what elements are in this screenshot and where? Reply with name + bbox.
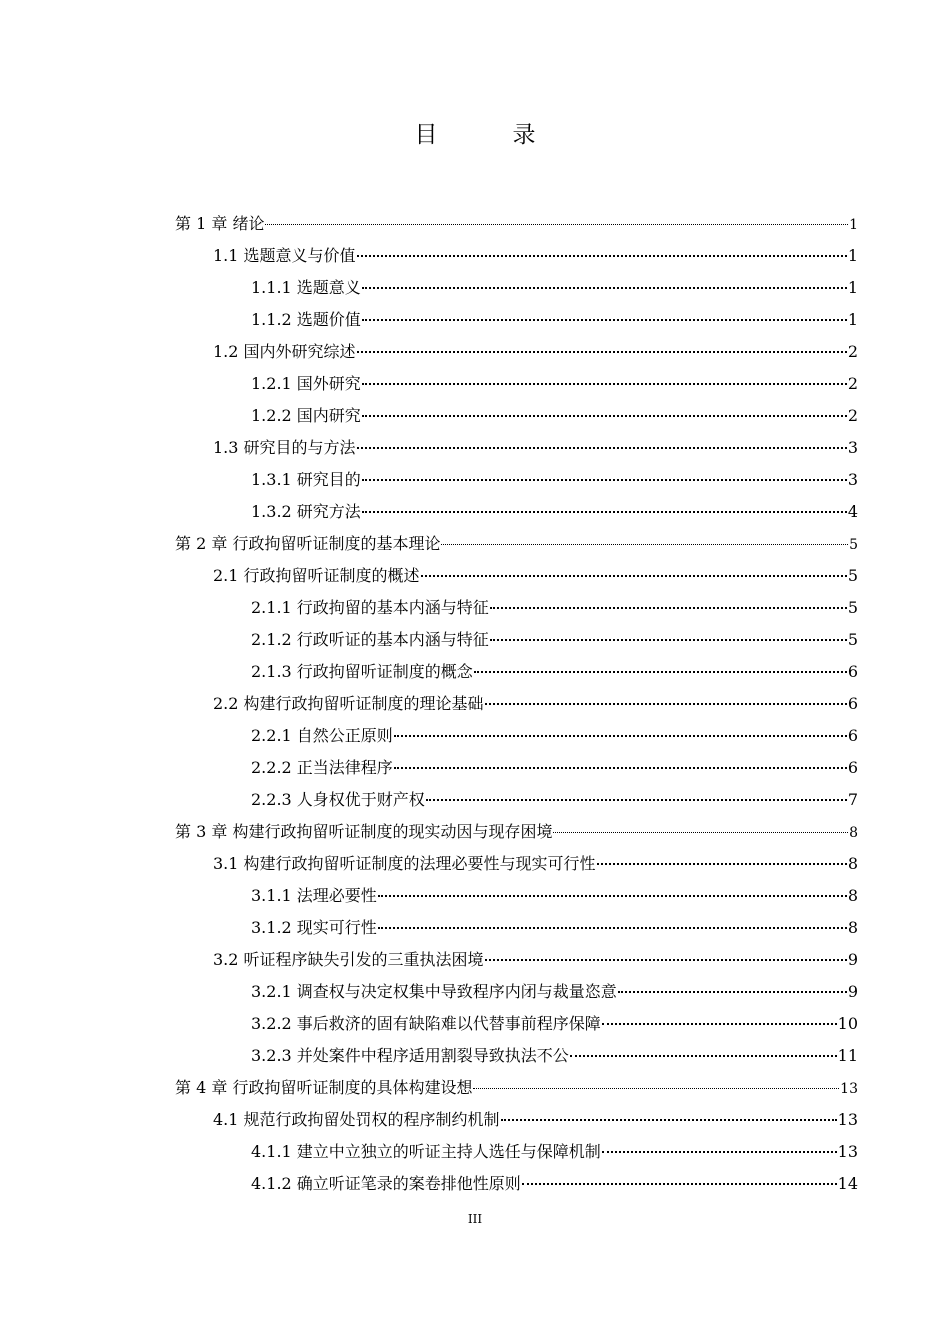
toc-leader-dots	[265, 224, 848, 225]
toc-entry-page: 8	[849, 825, 858, 841]
toc-leader-dots	[501, 1119, 837, 1121]
toc-entry-page: 6	[847, 726, 858, 745]
toc-entry[interactable]	[251, 784, 858, 816]
toc-entry-label: 2.1 行政拘留听证制度的概述	[213, 566, 420, 585]
toc-entry[interactable]	[251, 368, 858, 400]
toc-entry-page: 5	[847, 566, 858, 585]
toc-entry-label: 第 3 章 构建行政拘留听证制度的现实动因与现存困境	[175, 822, 553, 841]
toc-entry-label: 4.1.2 确立听证笔录的案卷排他性原则	[251, 1174, 521, 1193]
toc-entry-page: 13	[840, 1081, 858, 1097]
toc-entry-page: 9	[847, 982, 858, 1001]
toc-leader-dots	[485, 959, 847, 961]
toc-entry[interactable]	[251, 304, 858, 336]
toc-entry[interactable]	[213, 336, 858, 368]
toc-entry[interactable]	[251, 880, 858, 912]
toc-entry-label: 2.2 构建行政拘留听证制度的理论基础	[213, 694, 484, 713]
toc-entry-label: 1.2.2 国内研究	[251, 406, 361, 425]
toc-entry-label: 4.1 规范行政拘留处罚权的程序制约机制	[213, 1110, 500, 1129]
toc-entry-label: 1.3 研究目的与方法	[213, 438, 356, 457]
toc-entry-label: 3.1.1 法理必要性	[251, 886, 377, 905]
toc-leader-dots	[421, 575, 847, 577]
toc-entry[interactable]	[213, 848, 858, 880]
toc-entry[interactable]	[251, 720, 858, 752]
toc-leader-dots	[357, 255, 847, 257]
toc-entry-page: 5	[847, 630, 858, 649]
toc-entry[interactable]	[251, 400, 858, 432]
toc-entry-page: 8	[847, 886, 858, 905]
toc-leader-dots	[362, 319, 847, 321]
toc-entry-page: 2	[847, 374, 858, 393]
toc-entry-page: 11	[837, 1046, 858, 1065]
toc-leader-dots	[553, 832, 848, 833]
toc-entry-page: 6	[847, 662, 858, 681]
toc-entry[interactable]	[251, 1040, 858, 1072]
toc-entry[interactable]	[251, 976, 858, 1008]
toc-entry-page: 8	[847, 854, 858, 873]
toc-entry[interactable]	[175, 528, 858, 560]
toc-entry[interactable]	[251, 656, 858, 688]
toc-entry[interactable]	[251, 272, 858, 304]
toc-entry-label: 2.1.1 行政拘留的基本内涵与特征	[251, 598, 489, 617]
toc-entry-page: 3	[847, 470, 858, 489]
toc-leader-dots	[570, 1055, 837, 1057]
toc-leader-dots	[394, 767, 847, 769]
toc-entry-label: 2.2.3 人身权优于财产权	[251, 790, 425, 809]
toc-entry-label: 3.1 构建行政拘留听证制度的法理必要性与现实可行性	[213, 854, 596, 873]
toc-leader-dots	[426, 799, 847, 801]
toc-leader-dots	[485, 703, 847, 705]
toc-entry-page: 8	[847, 918, 858, 937]
toc-entry-page: 13	[837, 1110, 858, 1129]
toc-entry[interactable]	[251, 1136, 858, 1168]
toc-entry[interactable]	[213, 1104, 858, 1136]
toc-leader-dots	[618, 991, 847, 993]
toc-entry-label: 1.3.1 研究目的	[251, 470, 361, 489]
toc-leader-dots	[357, 447, 847, 449]
toc-leader-dots	[522, 1183, 837, 1185]
toc-leader-dots	[362, 511, 847, 513]
toc-leader-dots	[378, 895, 847, 897]
toc-entry-label: 3.2 听证程序缺失引发的三重执法困境	[213, 950, 484, 969]
toc-entry-label: 第 4 章 行政拘留听证制度的具体构建设想	[175, 1078, 473, 1097]
toc-entry[interactable]	[251, 624, 858, 656]
toc-entry-label: 1.1.1 选题意义	[251, 278, 361, 297]
toc-entry-label: 3.2.3 并处案件中程序适用割裂导致执法不公	[251, 1046, 569, 1065]
toc-entry-page: 5	[849, 537, 858, 553]
toc-entry-label: 3.1.2 现实可行性	[251, 918, 377, 937]
toc-entry[interactable]	[251, 1168, 858, 1200]
toc-entry-label: 2.2.1 自然公正原则	[251, 726, 393, 745]
toc-entry[interactable]	[175, 816, 858, 848]
toc-entry-page: 1	[847, 278, 858, 297]
toc-entry-page: 2	[847, 406, 858, 425]
toc-entry-page: 1	[849, 217, 858, 233]
toc-entry[interactable]	[251, 1008, 858, 1040]
toc-entry-label: 4.1.1 建立中立独立的听证主持人选任与保障机制	[251, 1142, 601, 1161]
toc-entry-label: 2.1.3 行政拘留听证制度的概念	[251, 662, 473, 681]
toc-entry-page: 1	[847, 310, 858, 329]
toc-entry-label: 2.2.2 正当法律程序	[251, 758, 393, 777]
toc-entry[interactable]	[213, 688, 858, 720]
toc-entry-page: 14	[837, 1174, 858, 1193]
toc-entry-page: 1	[847, 246, 858, 265]
toc-entry-page: 10	[837, 1014, 858, 1033]
toc-entry[interactable]	[251, 912, 858, 944]
toc-leader-dots	[362, 479, 847, 481]
toc-entry-label: 1.2.1 国外研究	[251, 374, 361, 393]
toc-entry-page: 6	[847, 694, 858, 713]
toc-leader-dots	[362, 287, 847, 289]
page-title: 目 录	[414, 122, 562, 148]
toc-entry[interactable]	[175, 1072, 858, 1104]
toc-entry-label: 1.1.2 选题价值	[251, 310, 361, 329]
toc-entry-label: 1.2 国内外研究综述	[213, 342, 356, 361]
toc-entry-page: 3	[847, 438, 858, 457]
toc-leader-dots	[490, 607, 847, 609]
toc-leader-dots	[362, 383, 847, 385]
toc-entry[interactable]	[251, 752, 858, 784]
toc-entry-label: 3.2.2 事后救济的固有缺陷难以代替事前程序保障	[251, 1014, 601, 1033]
toc-entry[interactable]	[213, 240, 858, 272]
toc-entry-label: 第 2 章 行政拘留听证制度的基本理论	[175, 534, 441, 553]
toc-entry[interactable]	[213, 944, 858, 976]
toc-entry-page: 9	[847, 950, 858, 969]
toc-entry-label: 3.2.1 调查权与决定权集中导致程序内闭与裁量恣意	[251, 982, 617, 1001]
toc-leader-dots	[597, 863, 847, 865]
toc-leader-dots	[357, 351, 847, 353]
toc-entry-label: 1.3.2 研究方法	[251, 502, 361, 521]
toc-entry[interactable]	[251, 464, 858, 496]
page-number-footer: III	[467, 1212, 483, 1226]
toc-leader-dots	[602, 1151, 837, 1153]
toc-entry-label: 2.1.2 行政听证的基本内涵与特征	[251, 630, 489, 649]
toc-entry-page: 2	[847, 342, 858, 361]
toc-leader-dots	[474, 671, 847, 673]
toc-entry[interactable]	[251, 496, 858, 528]
toc-entry[interactable]	[213, 432, 858, 464]
toc-entry-page: 4	[847, 502, 858, 521]
toc-leader-dots	[378, 927, 847, 929]
toc-leader-dots	[362, 415, 847, 417]
toc-entry-label: 第 1 章 绪论	[175, 214, 265, 233]
toc-entry[interactable]	[251, 592, 858, 624]
toc-leader-dots	[441, 544, 848, 545]
toc-entry[interactable]	[175, 208, 858, 240]
toc-entry-page: 6	[847, 758, 858, 777]
toc-leader-dots	[602, 1023, 837, 1025]
toc-leader-dots	[473, 1088, 839, 1089]
toc-entry-page: 7	[847, 790, 858, 809]
toc-entry[interactable]	[213, 560, 858, 592]
toc-leader-dots	[490, 639, 847, 641]
toc-entry-page: 5	[847, 598, 858, 617]
toc-leader-dots	[394, 735, 847, 737]
toc-entry-label: 1.1 选题意义与价值	[213, 246, 356, 265]
toc-entry-page: 13	[837, 1142, 858, 1161]
